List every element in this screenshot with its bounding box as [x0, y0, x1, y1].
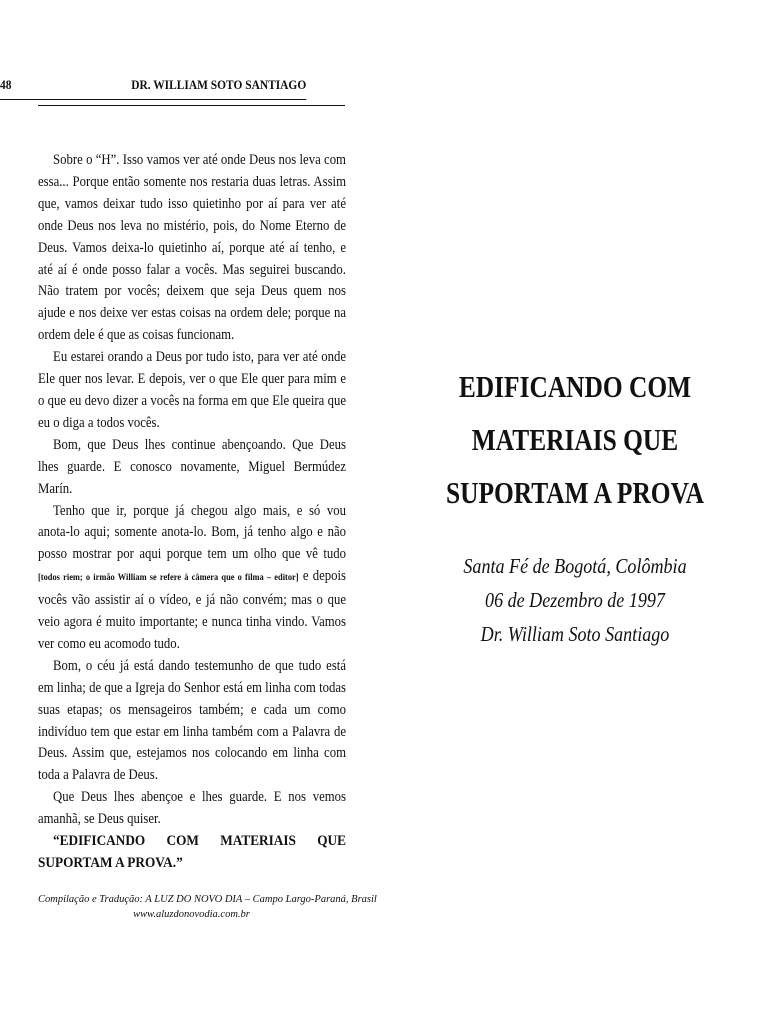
- editor-note: [todos riem; o irmão William se refere à câmera que o filma – editor]: [38, 573, 299, 584]
- closing-title: “EDIFICANDO COM MATERIAIS QUE SUPORTAM A PROVA.”: [38, 833, 346, 871]
- title-line: SUPORTAM A PROVA: [445, 475, 705, 510]
- title-line: MATERIAIS QUE: [471, 422, 679, 457]
- sermon-title: [432, 360, 719, 519]
- paragraph: Bom, o céu já está dando testemunho de que tudo está em linha; de que a Igreja do Senhor está em linha com todas suas etapas; os mensageiros também; e cada um como indivíduo tem que estar em linha também com a Palavra de Deus. Assim que, estejamos nos colocando em linha com toda a Palavra de Deus.: [38, 657, 346, 784]
- paragraph: Eu estarei orando a Deus por tudo isto, para ver até onde Ele quer nos levar. E depois, ver o que Ele quer para mim e o que eu devo dizer a vocês na forma em que Ele queira que eu o diga a todos vocês.: [38, 349, 346, 431]
- header-rule: [38, 105, 345, 106]
- paragraph: Sobre o “H”. Isso vamos ver até onde Deus nos leva com essa... Porque então somente nos restaria duas letras. Assim que, vamos deixar tudo isso quietinho por aí para ver até onde Deus nos leva no mistério, pois, do Nome Eterno de Deus. Vamos deixa-lo quietinho aí, porque até aí tenho, e até aí é onde posso falar a vocês. Mas seguirei buscando. Não tratem por vocês; deixem que seja Deus quem nos ajude e nos deixe ver estas coisas na ordem dele; porque na ordem dele é que as coisas funcionam.: [38, 152, 346, 344]
- sermon-text: [38, 150, 346, 875]
- footer-credit: Compilação e Tradução: A LUZ DO NOVO DIA – Campo Largo-Paraná, Brasil: [38, 894, 377, 905]
- paragraph: Que Deus lhes abençoe e lhes guarde. E nos vemos amanhã, se Deus quiser.: [38, 789, 346, 828]
- title-page: [400, 360, 750, 651]
- paragraph-text: e depois vocês vão assistir aí o vídeo, e já não convém; mas o que veio agora é muito importante; e nunca tinha vindo. Vamos ver como eu acomodo tudo.: [38, 568, 346, 652]
- sermon-author: Dr. William Soto Santiago: [480, 622, 670, 646]
- page-number: 48: [0, 77, 12, 92]
- sermon-place: Santa Fé de Bogotá, Colômbia: [463, 554, 687, 578]
- running-header: [0, 77, 306, 100]
- paragraph: Bom, que Deus lhes continue abençoando. Que Deus lhes guarde. E conosco novamente, Miguel Bermúdez Marín.: [38, 436, 346, 497]
- sermon-details: [425, 549, 726, 651]
- title-line: EDIFICANDO COM: [458, 369, 692, 404]
- footer: [38, 892, 377, 922]
- footer-website: www.aluzdonovodia.com.br: [133, 909, 250, 920]
- sermon-date: 06 de Dezembro de 1997: [485, 588, 665, 612]
- paragraph-text: Tenho que ir, porque já chegou algo mais, e só vou anota-lo aqui; somente anota-lo. Bom, já tenho algo e não posso mostrar por aqui porque tem um olho que vê tudo: [38, 502, 346, 563]
- paragraph: [38, 501, 346, 656]
- header-author: DR. WILLIAM SOTO SANTIAGO: [131, 77, 307, 92]
